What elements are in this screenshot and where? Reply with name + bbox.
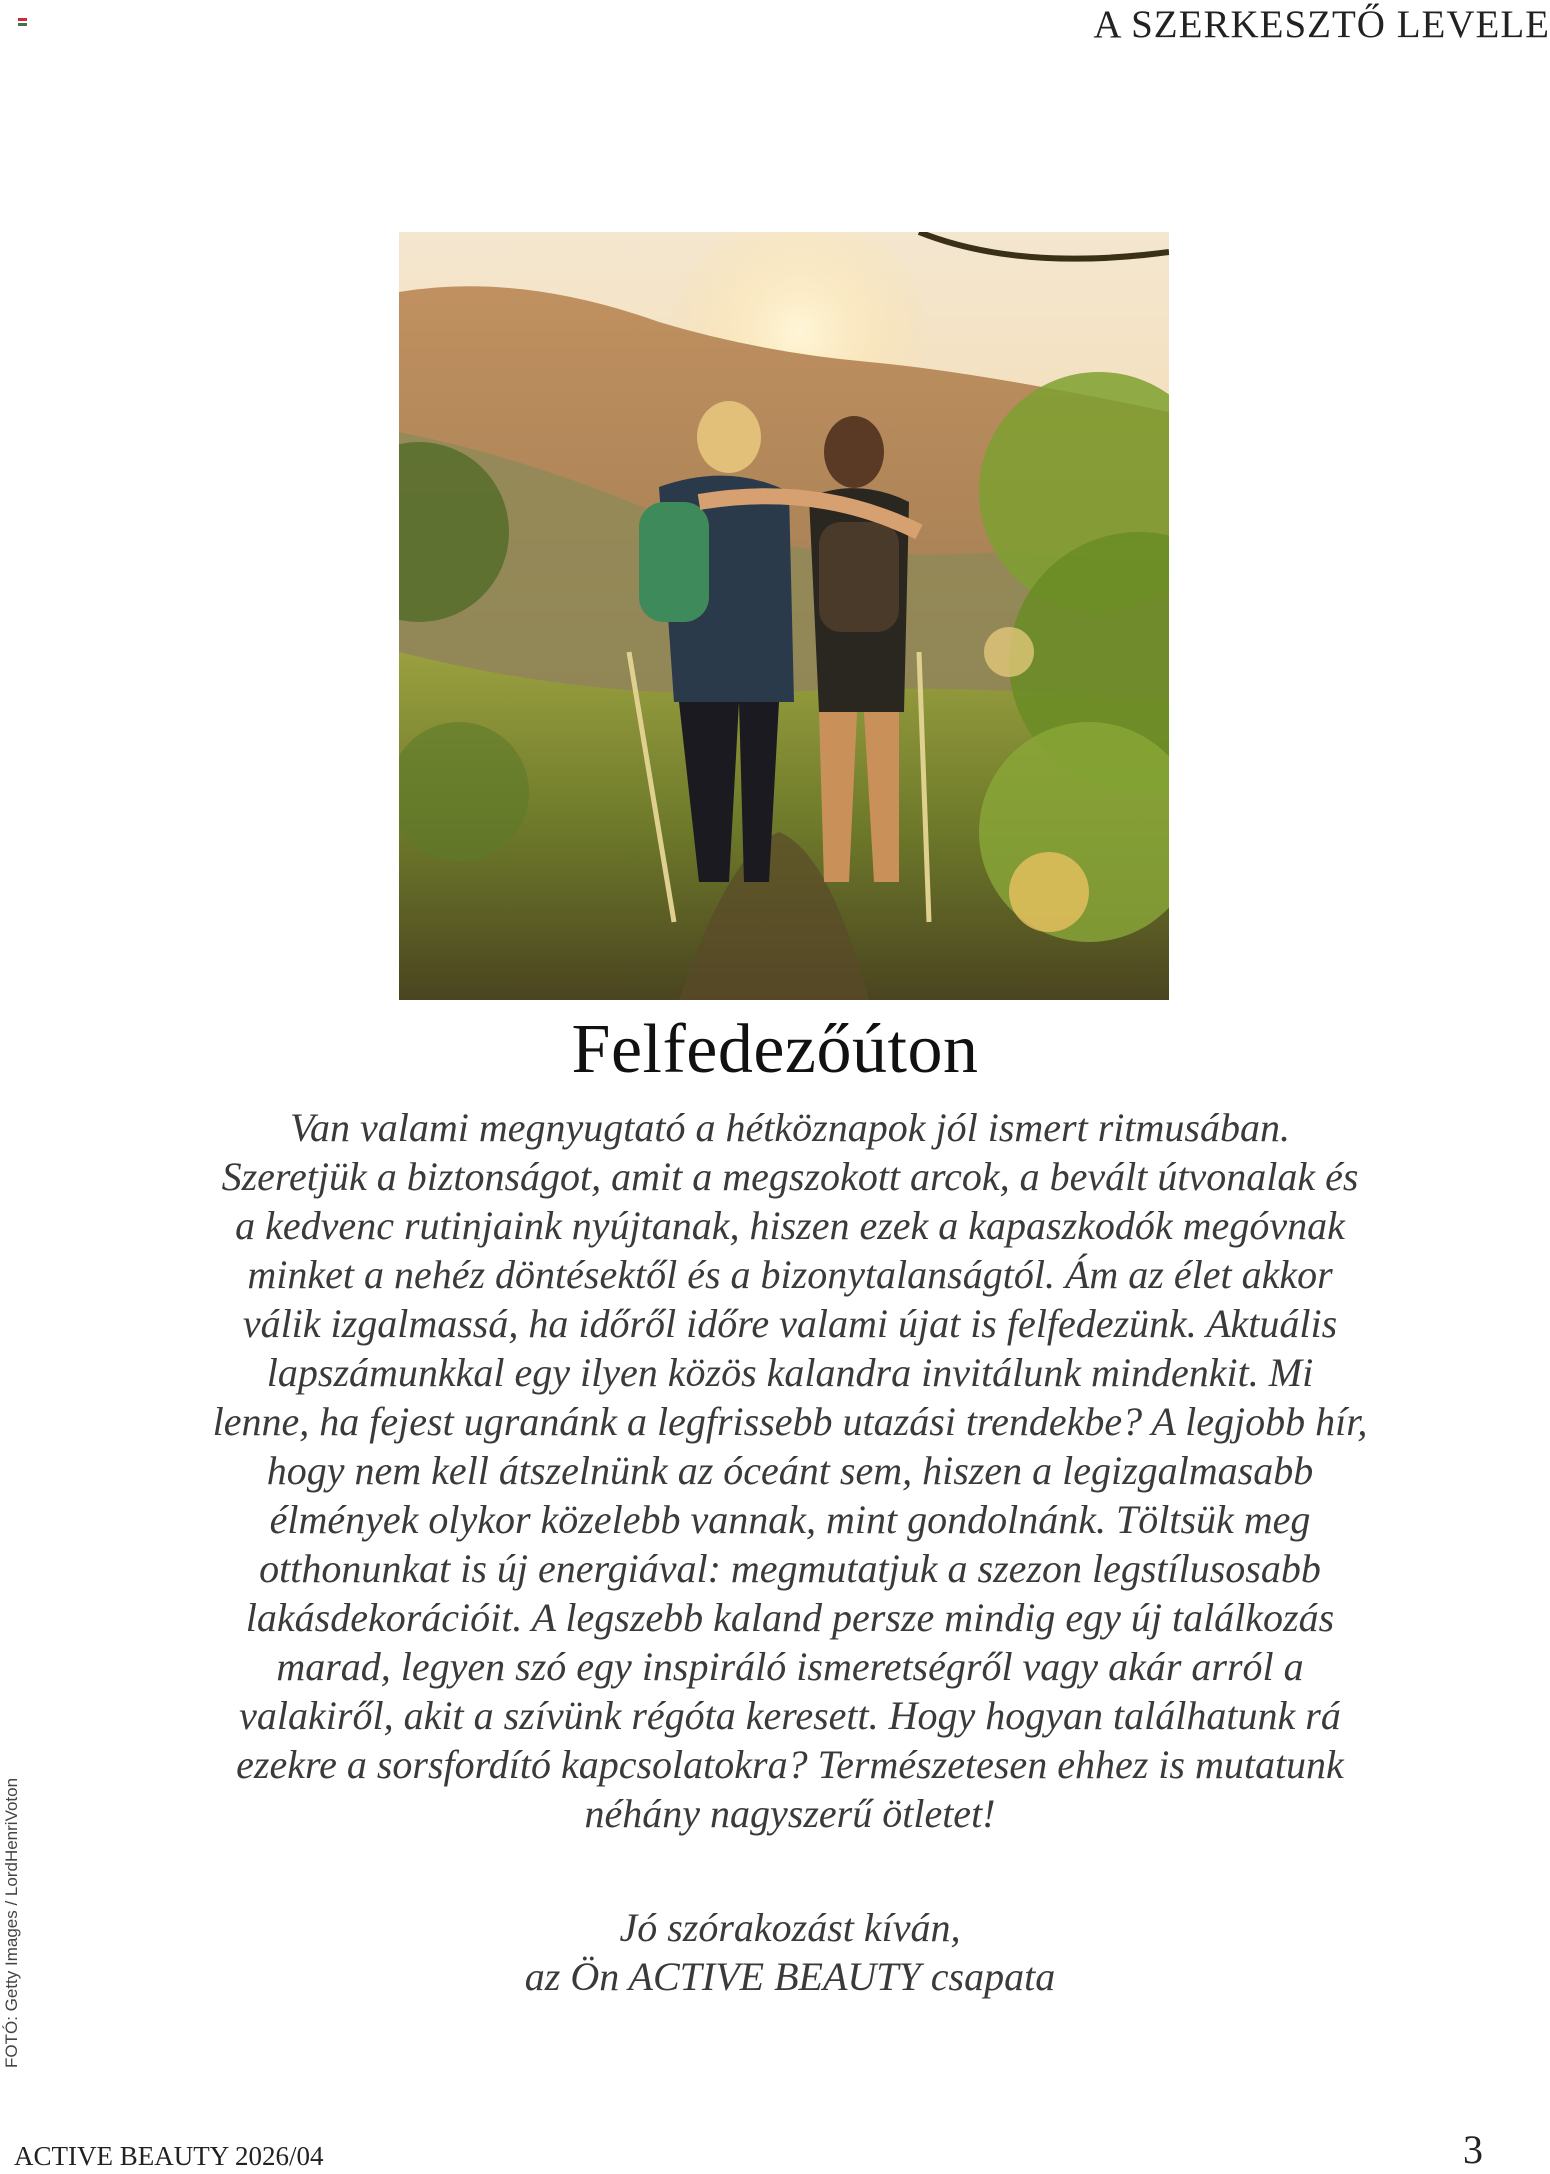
article-title: Felfedezőúton	[571, 1011, 979, 1088]
hikers-sunset-photo	[399, 232, 1169, 1000]
page-number: 3	[1463, 2127, 1483, 2172]
body-line: valakiről, akit a szívünk régóta keresett. Hogy hogyan találhatunk rá	[239, 1693, 1341, 1738]
body-line: marad, legyen szó egy inspiráló ismeretségről vagy akár arról a	[276, 1644, 1304, 1689]
body-line: lapszámunkkal egy ilyen közös kalandra invitálunk mindenkit. Mi	[266, 1350, 1314, 1395]
body-line: lenne, ha fejest ugranánk a legfrissebb utazási trendekbe? A legjobb hír,	[212, 1399, 1368, 1444]
body-line: Van valami megnyugtató a hétköznapok jól ismert ritmusában.	[290, 1105, 1290, 1150]
body-line: ezekre a sorsfordító kapcsolatokra? Természetesen ehhez is mutatunk	[236, 1742, 1344, 1787]
body-line: a kedvenc rutinjaink nyújtanak, hiszen ezek a kapaszkodók megóvnak	[235, 1203, 1345, 1248]
article-body	[170, 1103, 1410, 1838]
body-line: lakásdekorációit. A legszebb kaland persze mindig egy új találkozás	[245, 1595, 1335, 1640]
body-line: hogy nem kell átszelnünk az óceánt sem, hiszen a legizgalmasabb	[266, 1448, 1314, 1493]
signoff-line: Jó szórakozást kíván,	[619, 1905, 961, 1950]
body-line: Szeretjük a biztonságot, amit a megszokott arcok, a bevált útvonalak és	[221, 1154, 1359, 1199]
signoff-line: az Ön ACTIVE BEAUTY csapata	[524, 1954, 1056, 1999]
issue-label: ACTIVE BEAUTY 2026/04	[14, 2141, 324, 2171]
body-line: élmények olykor közelebb vannak, mint gondolnánk. Töltsük meg	[269, 1497, 1311, 1542]
section-label: A SZERKESZTŐ LEVELE	[1093, 3, 1550, 46]
hungarian-flag-icon	[18, 18, 27, 26]
body-line: válik izgalmassá, ha időről időre valami újat is felfedezünk. Aktuális	[242, 1301, 1338, 1346]
body-line: otthonunkat is új energiával: megmutatjuk a szezon legstílusosabb	[259, 1546, 1321, 1591]
photo-credit: FOTÓ: Getty Images / LordHenriVoton	[2, 1777, 21, 2068]
body-line: minket a nehéz döntésektől és a bizonytalanságtól. Ám az élet akkor	[247, 1252, 1333, 1297]
body-line: néhány nagyszerű ötletet!	[584, 1791, 996, 1836]
signoff	[0, 1903, 1550, 2001]
